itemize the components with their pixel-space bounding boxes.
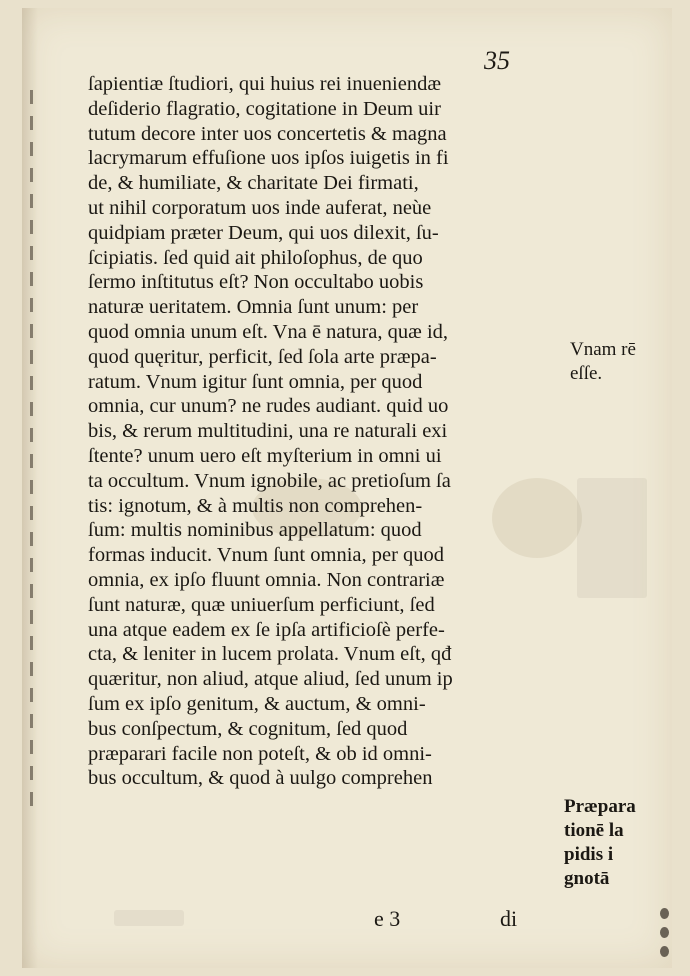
bleed-through-text: [114, 910, 184, 926]
show-through-marks: [24, 78, 40, 806]
marginal-note-line: Præpara: [564, 796, 636, 817]
text-line: bus occultum, & quod à uulgo comprehen: [88, 767, 433, 790]
text-line: quidpiam præter Deum, qui uos dilexit, ſu-: [88, 221, 439, 244]
text-line: omnia, ex ipſo fluunt omnia. Non contrariæ: [88, 568, 445, 591]
text-line: bis, & rerum multitudini, una re naturali exi: [88, 420, 448, 443]
text-line: tutum decore inter uos concertetis & magna: [88, 122, 447, 145]
text-line: ut nihil corporatum uos inde auferat, neùe: [88, 196, 432, 219]
text-line: ſum ex ipſo genitum, & auctum, & omni-: [88, 692, 426, 715]
text-line: de, & humiliate, & charitate Dei firmati,: [88, 172, 419, 195]
text-line: cta, & leniter in lucem prolata. Vnum eſt, qđ: [88, 643, 452, 666]
text-line: quæritur, non aliud, atque aliud, ſed unum ip: [88, 668, 453, 691]
text-line: ſunt naturæ, quæ uniuerſum perficiunt, ſed: [88, 593, 435, 616]
text-line: ſermo inſtitutus eſt? Non occultabo uobis: [88, 271, 424, 294]
text-line: omnia, cur unum? ne rudes audiant. quid uo: [88, 395, 449, 418]
text-line: una atque eadem ex ſe ipſa artificioſè perfe-: [88, 618, 445, 641]
marginal-note-line: eſſe.: [570, 363, 603, 384]
signature-mark: e 3: [374, 906, 401, 931]
bleed-through-text: [577, 478, 647, 598]
text-line: ſum: multis nominibus appellatum: quod: [88, 519, 422, 542]
marginal-note-line: gnotā: [564, 868, 610, 889]
body-text: [88, 72, 558, 791]
text-line: naturæ ueritatem. Omnia ſunt unum: per: [88, 296, 419, 319]
text-line: quod omnia unum eſt. Vna ē natura, quæ id,: [88, 320, 449, 343]
text-line: ſtente? unum uero eſt myſterium in omni ui: [88, 444, 442, 467]
text-line: lacrymarum effuſione uos ipſos iuigetis in fi: [88, 147, 449, 170]
text-line: ta occultum. Vnum ignobile, ac pretioſum ſa: [88, 469, 451, 492]
marginal-note-line: tionē la: [564, 820, 624, 841]
book-page: [22, 8, 672, 968]
text-line: deſiderio flagratio, cogitatione in Deum uir: [88, 97, 441, 120]
edge-dots: [660, 908, 672, 965]
marginal-note-line: Vnam rē: [570, 339, 636, 360]
text-line: ſapientiæ ſtudiori, qui huius rei inueniendæ: [88, 73, 442, 95]
text-line: ratum. Vnum igitur ſunt omnia, per quod: [88, 370, 423, 393]
text-line: bus conſpectum, & cognitum, ſed quod: [88, 717, 408, 740]
text-line: formas inducit. Vnum ſunt omnia, per quod: [88, 544, 445, 567]
marginal-note: [570, 338, 636, 386]
page-number: 35: [484, 46, 510, 75]
catchword: di: [500, 906, 518, 931]
text-line: præparari facile non poteſt, & ob id omni-: [88, 742, 432, 765]
text-line: ſcipiatis. ſed quid ait philoſophus, de quo: [88, 246, 423, 269]
text-line: tis: ignotum, & à multis non comprehen-: [88, 494, 423, 517]
marginal-note-line: pidis i: [564, 844, 614, 865]
marginal-note: [564, 795, 636, 891]
text-line: quod quęritur, perficit, ſed ſola arte præpa-: [88, 345, 437, 368]
